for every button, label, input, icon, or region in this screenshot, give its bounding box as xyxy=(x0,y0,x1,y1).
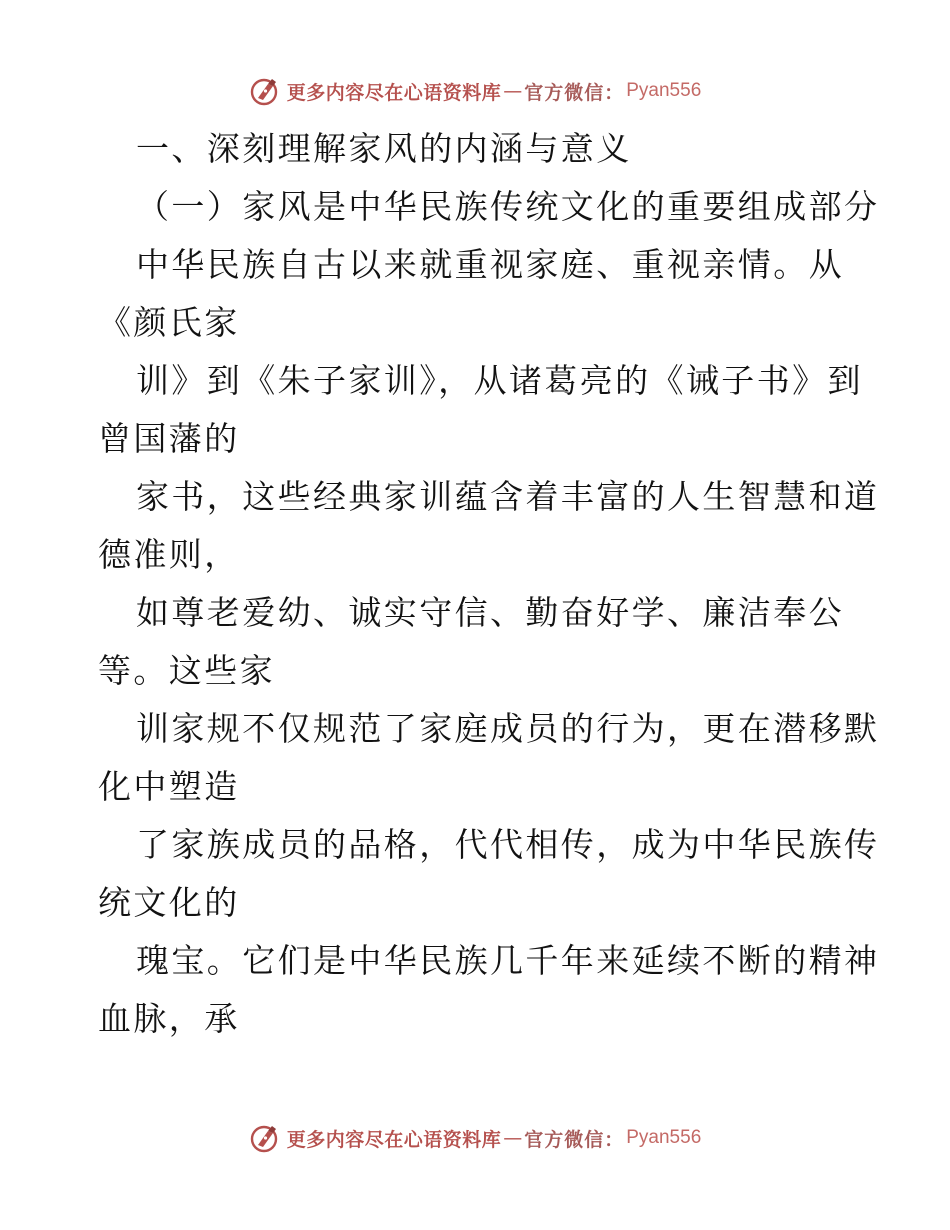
banner-separator: — xyxy=(503,80,523,102)
banner-wechat-id: Pyan556 xyxy=(626,1127,702,1148)
header-banner xyxy=(0,71,950,111)
paragraph-line: 化中塑造 xyxy=(98,767,240,806)
banner-brand-text: 更多内容尽在心语资料库 xyxy=(286,81,502,104)
paragraph-line: 德准则， xyxy=(98,535,240,574)
paragraph-line: 训》到《朱子家训》，从诸葛亮的《诫子书》到 xyxy=(136,361,863,400)
paragraph-line: 如尊老爱幼、诚实守信、勤奋好学、廉洁奉公 xyxy=(136,593,844,632)
pen-nib-logo-icon xyxy=(249,75,281,107)
banner-separator: — xyxy=(503,1127,523,1149)
banner-brand-text: 更多内容尽在心语资料库 xyxy=(286,1128,502,1151)
section-heading: 一、深刻理解家风的内涵与意义 xyxy=(136,129,632,168)
banner-wechat-label: 官方微信： xyxy=(524,1128,625,1151)
banner-wechat-label: 官方微信： xyxy=(524,81,625,104)
paragraph-line: 瑰宝。它们是中华民族几千年来延续不断的精神 xyxy=(136,941,880,980)
subsection-heading: （一）家风是中华民族传统文化的重要组成部分 xyxy=(136,187,880,226)
paragraph-line: 训家规不仅规范了家庭成员的行为，更在潜移默 xyxy=(136,709,880,748)
footer-banner xyxy=(0,1118,950,1158)
paragraph-line: 家书，这些经典家训蕴含着丰富的人生智慧和道 xyxy=(136,477,880,516)
paragraph-line: 《颜氏家 xyxy=(98,303,240,342)
paragraph-line: 血脉，承 xyxy=(98,999,240,1038)
paragraph-line: 中华民族自古以来就重视家庭、重视亲情。从 xyxy=(136,245,844,284)
pen-nib-logo-icon xyxy=(249,1122,281,1154)
paragraph-line: 等。这些家 xyxy=(98,651,275,690)
paragraph-line: 曾国藩的 xyxy=(98,419,240,458)
paragraph-line: 统文化的 xyxy=(98,883,240,922)
paragraph-line: 了家族成员的品格，代代相传，成为中华民族传 xyxy=(136,825,880,864)
banner-wechat-id: Pyan556 xyxy=(626,80,702,101)
